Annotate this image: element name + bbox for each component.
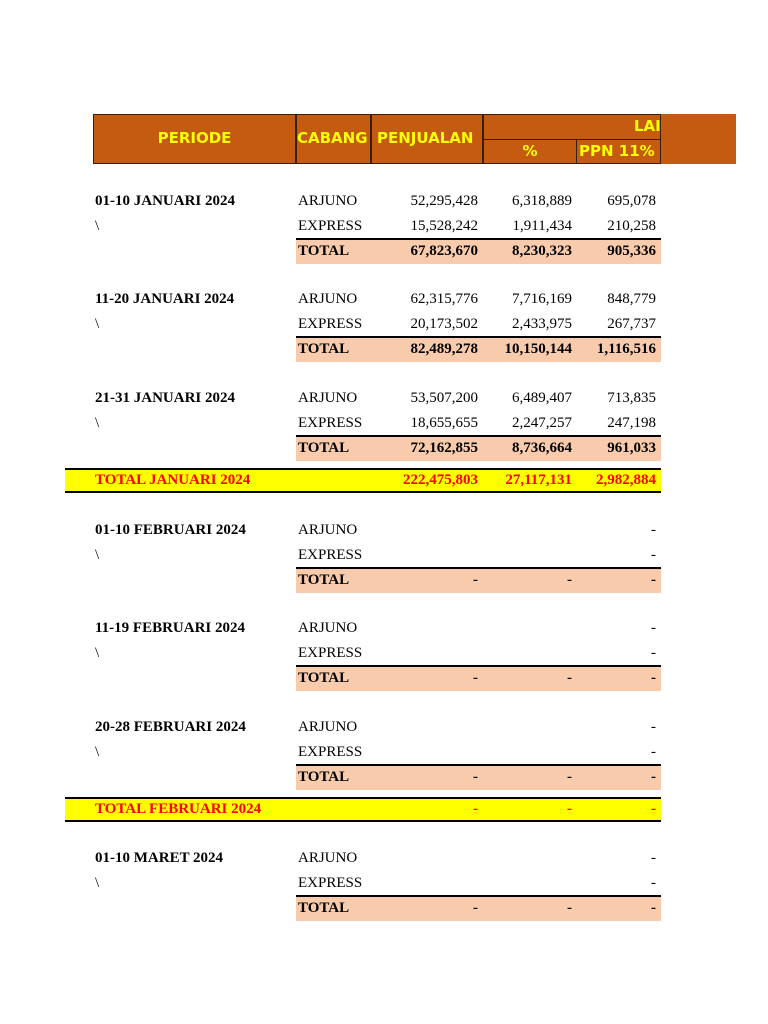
branch-name: EXPRESS: [298, 645, 363, 661]
branch-name: ARJUNO: [298, 850, 358, 866]
continuation-mark: \: [95, 645, 100, 661]
branch-name: ARJUNO: [298, 620, 358, 636]
total-label: TOTAL: [298, 440, 350, 456]
ppn-value: 713,835: [607, 390, 656, 406]
percent-value: 1,911,434: [512, 218, 572, 234]
total-percent: -: [567, 670, 572, 686]
branch-name: EXPRESS: [298, 218, 363, 234]
branch-name: ARJUNO: [298, 719, 358, 735]
total-percent: -: [567, 572, 572, 588]
grand-total-percent: 27,117,131: [505, 472, 572, 488]
sales-value: 62,315,776: [410, 291, 478, 307]
ppn-value: -: [651, 620, 656, 636]
ppn-value: -: [651, 850, 656, 866]
total-sales: -: [473, 900, 478, 916]
header-lai: LAI: [634, 117, 661, 135]
branch-name: EXPRESS: [298, 744, 363, 760]
total-percent: -: [567, 769, 572, 785]
ppn-value: 210,258: [607, 218, 656, 234]
grand-total-sales: 222,475,803: [403, 472, 478, 488]
branch-name: EXPRESS: [298, 415, 363, 431]
total-ppn: -: [651, 769, 656, 785]
continuation-mark: \: [95, 316, 100, 332]
period-label: 11-19 FEBRUARI 2024: [95, 620, 246, 636]
percent-value: 7,716,169: [512, 291, 572, 307]
header-penjualan: PENJUALAN: [377, 129, 474, 147]
total-percent: 8,230,323: [512, 243, 572, 259]
percent-value: 6,489,407: [512, 390, 572, 406]
header-pct: %: [522, 142, 538, 160]
ppn-value: 247,198: [607, 415, 656, 431]
total-sales: -: [473, 572, 478, 588]
header-periode: PERIODE: [157, 129, 232, 147]
header-cabang: CABANG: [297, 129, 368, 147]
period-label: 21-31 JANUARI 2024: [95, 390, 235, 406]
grand-total-label: TOTAL FEBRUARI 2024: [95, 801, 262, 817]
sales-value: 15,528,242: [410, 218, 478, 234]
sales-value: 18,655,655: [410, 415, 478, 431]
sales-value: 20,173,502: [410, 316, 478, 332]
total-ppn: -: [651, 572, 656, 588]
period-label: 01-10 MARET 2024: [95, 850, 224, 866]
ppn-value: 695,078: [607, 193, 656, 209]
total-label: TOTAL: [298, 670, 350, 686]
branch-name: EXPRESS: [298, 547, 363, 563]
total-percent: -: [567, 900, 572, 916]
total-label: TOTAL: [298, 572, 350, 588]
ppn-value: -: [651, 522, 656, 538]
total-label: TOTAL: [298, 341, 350, 357]
continuation-mark: \: [95, 875, 100, 891]
sales-value: 53,507,200: [410, 390, 478, 406]
total-ppn: 961,033: [607, 440, 656, 456]
ppn-value: -: [651, 744, 656, 760]
total-label: TOTAL: [298, 769, 350, 785]
grand-total-percent: -: [567, 801, 572, 817]
total-label: TOTAL: [298, 243, 350, 259]
ppn-value: -: [651, 719, 656, 735]
grand-total-ppn: -: [651, 801, 656, 817]
total-ppn: -: [651, 670, 656, 686]
total-ppn: 905,336: [607, 243, 656, 259]
total-percent: 10,150,144: [504, 341, 572, 357]
grand-total-ppn: 2,982,884: [596, 472, 656, 488]
continuation-mark: \: [95, 415, 100, 431]
total-sales: -: [473, 769, 478, 785]
percent-value: 2,247,257: [512, 415, 572, 431]
branch-name: EXPRESS: [298, 875, 363, 891]
ppn-value: 267,737: [607, 316, 656, 332]
continuation-mark: \: [95, 547, 100, 563]
period-label: 20-28 FEBRUARI 2024: [95, 719, 246, 735]
percent-value: 6,318,889: [512, 193, 572, 209]
branch-name: ARJUNO: [298, 193, 358, 209]
period-label: 11-20 JANUARI 2024: [95, 291, 235, 307]
branch-name: ARJUNO: [298, 522, 358, 538]
branch-name: ARJUNO: [298, 390, 358, 406]
grand-total-label: TOTAL JANUARI 2024: [95, 472, 251, 488]
total-sales: 82,489,278: [410, 341, 478, 357]
continuation-mark: \: [95, 218, 100, 234]
percent-value: 2,433,975: [512, 316, 572, 332]
grand-total-sales: -: [473, 801, 478, 817]
branch-name: EXPRESS: [298, 316, 363, 332]
total-label: TOTAL: [298, 900, 350, 916]
ppn-value: 848,779: [607, 291, 656, 307]
total-sales: 67,823,670: [410, 243, 478, 259]
period-label: 01-10 FEBRUARI 2024: [95, 522, 246, 538]
ppn-value: -: [651, 547, 656, 563]
sales-value: 52,295,428: [410, 193, 478, 209]
total-ppn: 1,116,516: [596, 341, 656, 357]
total-percent: 8,736,664: [512, 440, 572, 456]
total-ppn: -: [651, 900, 656, 916]
ppn-value: -: [651, 645, 656, 661]
total-sales: -: [473, 670, 478, 686]
header-ppn: PPN 11%: [579, 142, 655, 160]
total-sales: 72,162,855: [410, 440, 478, 456]
period-label: 01-10 JANUARI 2024: [95, 193, 235, 209]
ppn-value: -: [651, 875, 656, 891]
continuation-mark: \: [95, 744, 100, 760]
branch-name: ARJUNO: [298, 291, 358, 307]
